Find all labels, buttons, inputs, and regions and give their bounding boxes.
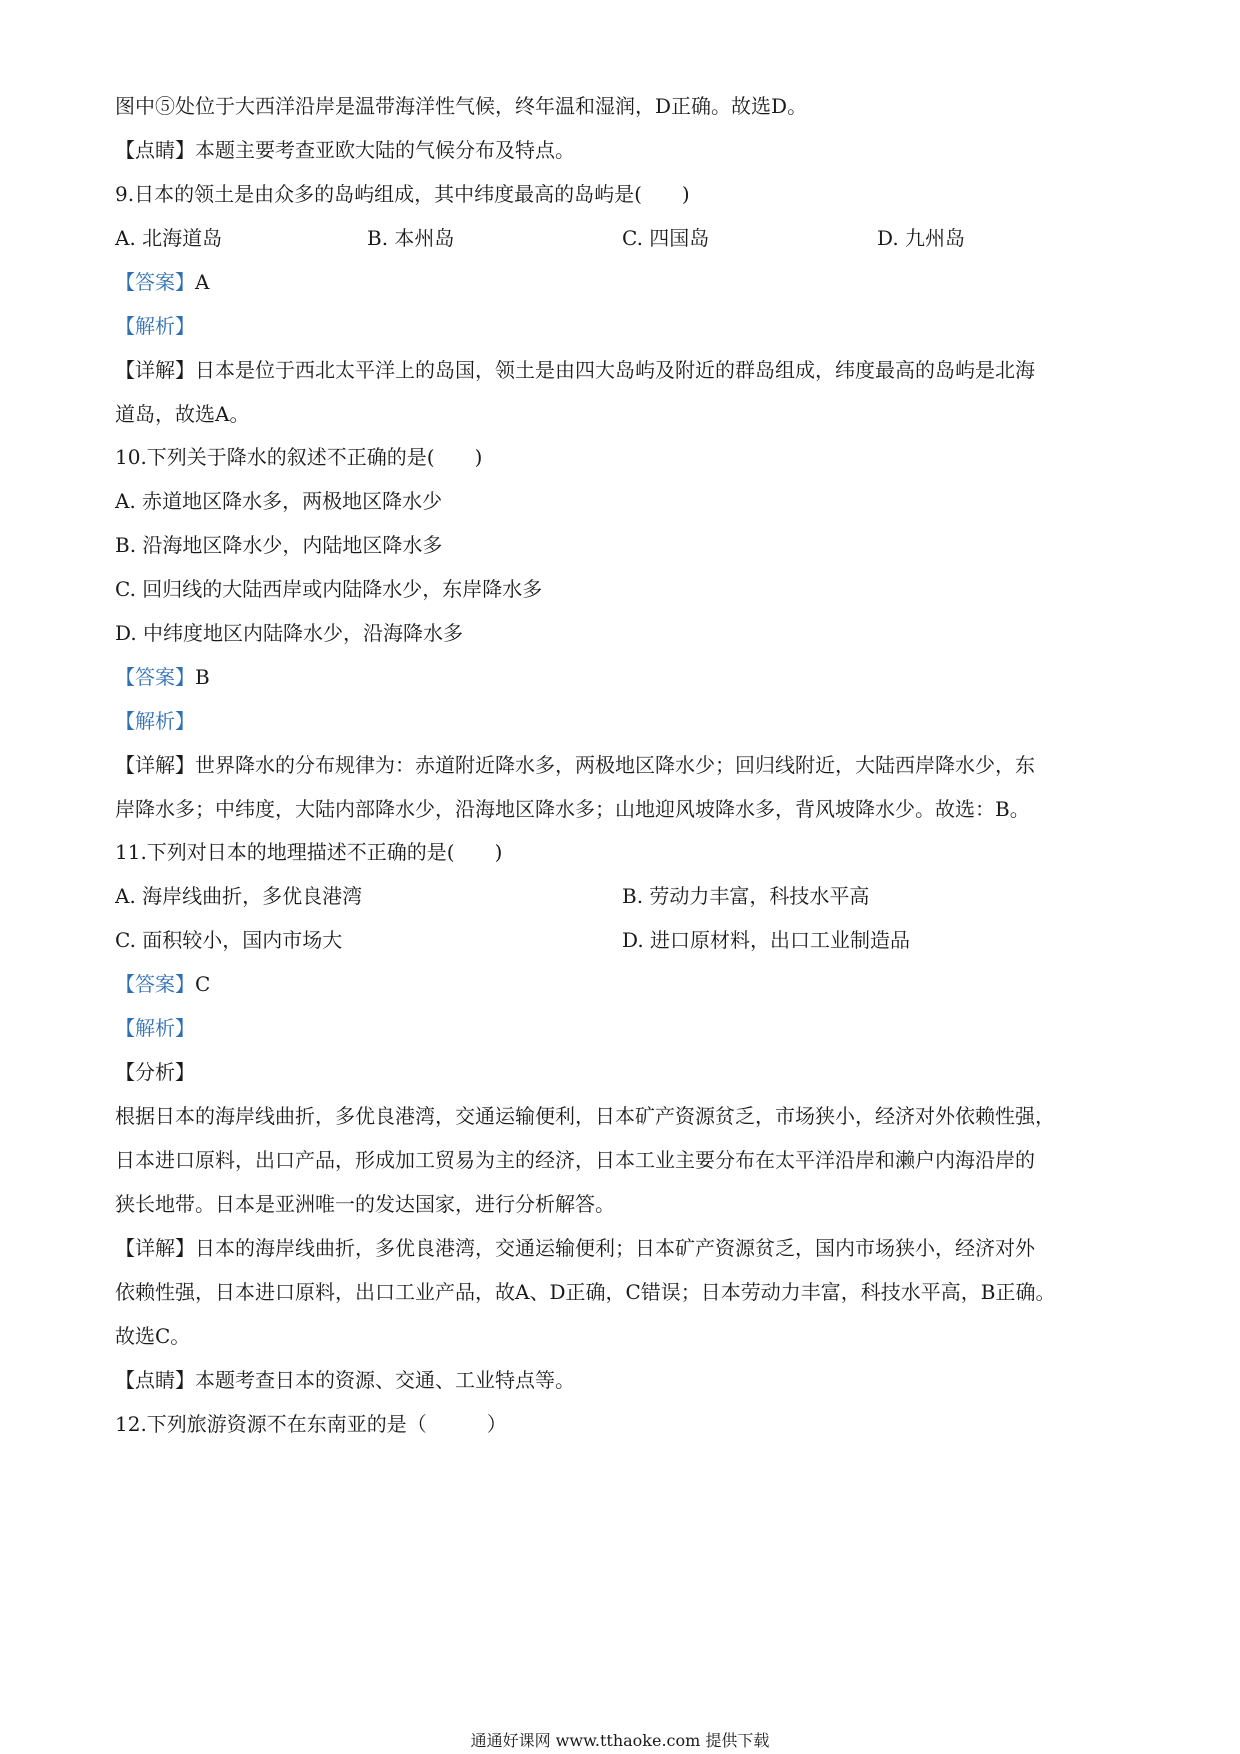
q11-fenxi-tag: 【分析】 [115,1060,195,1084]
q11-option-d: D. 进口原材料，出口工业制造品 [622,928,911,952]
tip-text: 本题考查日本的资源、交通、工业特点等。 [195,1368,575,1392]
q11-analysis-tag: 【解析】 [115,1016,195,1040]
q11-fenxi-line-2: 日本进口原料，出口产品，形成加工贸易为主的经济，日本工业主要分布在太平洋沿岸和濑户内海沿岸的 [115,1148,1035,1172]
detail-text: 日本的海岸线曲折，多优良港湾，交通运输便利；日本矿产资源贫乏，国内市场狭小，经济对外 [195,1236,1035,1260]
question-11-stem: 11.下列对日本的地理描述不正确的是( ) [115,840,503,864]
detail-tag: 【详解】 [115,1236,195,1260]
q11-tip-line [115,1366,575,1394]
answer-tag: 【答案】 [115,270,195,294]
q9-detail-line-1 [115,356,1035,384]
q10-option-c: C. 回归线的大陆西岸或内陆降水少，东岸降水多 [115,577,543,601]
detail-text: 世界降水的分布规律为：赤道附近降水多，两极地区降水少；回归线附近，大陆西岸降水少，东 [195,753,1035,777]
tip-text: 本题主要考查亚欧大陆的气候分布及特点。 [195,138,575,162]
q11-option-a: A. 海岸线曲折，多优良港湾 [115,884,363,908]
q10-option-b: B. 沿海地区降水少，内陆地区降水多 [115,533,443,557]
q11-detail-line-3: 故选C。 [115,1324,191,1348]
q10-analysis-tag: 【解析】 [115,709,195,733]
q9-option-c: C. 四国岛 [622,226,710,250]
answer-tag: 【答案】 [115,972,195,996]
question-10-stem: 10.下列关于降水的叙述不正确的是( ) [115,445,483,469]
q9-detail-line-2: 道岛，故选A。 [115,402,250,426]
q11-detail-line-1 [115,1234,1035,1262]
q9-option-d: D. 九州岛 [877,226,966,250]
q11-fenxi-line-3: 狭长地带。日本是亚洲唯一的发达国家，进行分析解答。 [115,1192,615,1216]
q11-fenxi-line-1: 根据日本的海岸线曲折，多优良港湾，交通运输便利，日本矿产资源贫乏，市场狭小，经济对外依赖性强， [115,1104,1055,1128]
q9-answer [115,268,209,296]
q11-option-c: C. 面积较小，国内市场大 [115,928,343,952]
q9-analysis-tag: 【解析】 [115,314,195,338]
q10-answer [115,663,210,691]
answer-value: C [195,972,211,996]
q9-option-a: A. 北海道岛 [115,226,223,250]
q11-detail-line-2: 依赖性强，日本进口原料，出口工业产品，故A、D正确，C错误；日本劳动力丰富，科技水平高，B正确。 [115,1280,1056,1304]
answer-tag: 【答案】 [115,665,195,689]
tip-tag: 【点睛】 [115,138,195,162]
text-line: 图中⑤处位于大西洋沿岸是温带海洋性气候，终年温和湿润，D正确。故选D。 [115,94,808,118]
page-footer: 通通好课网 www.tthaoke.com 提供下载 [470,1731,770,1750]
question-12-stem: 12.下列旅游资源不在东南亚的是（ ） [115,1412,507,1436]
detail-tag: 【详解】 [115,358,195,382]
q10-option-d: D. 中纬度地区内陆降水少，沿海降水多 [115,621,464,645]
q10-option-a: A. 赤道地区降水多，两极地区降水少 [115,489,443,513]
q10-detail-line-1 [115,751,1035,779]
answer-value: B [195,665,210,689]
detail-text: 日本是位于西北太平洋上的岛国，领土是由四大岛屿及附近的群岛组成，纬度最高的岛屿是北海 [195,358,1035,382]
tip-tag: 【点睛】 [115,1368,195,1392]
q11-answer [115,970,210,998]
q11-option-b: B. 劳动力丰富，科技水平高 [622,884,870,908]
q10-detail-line-2: 岸降水多；中纬度，大陆内部降水少，沿海地区降水多；山地迎风坡降水多，背风坡降水少。故选：B。 [115,797,1030,821]
answer-value: A [195,270,210,294]
tip-line [115,136,575,164]
detail-tag: 【详解】 [115,753,195,777]
question-9-stem: 9.日本的领土是由众多的岛屿组成，其中纬度最高的岛屿是( ) [115,182,690,206]
q9-option-b: B. 本州岛 [367,226,455,250]
